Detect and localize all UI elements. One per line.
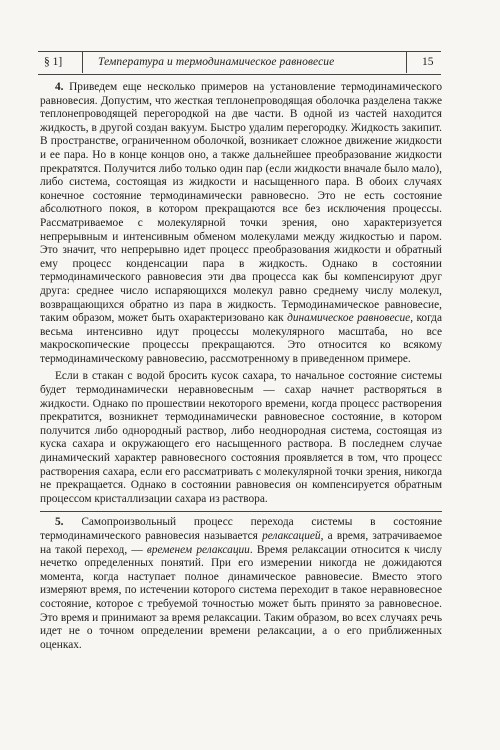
paragraph-4 bbox=[40, 81, 442, 366]
header-divider bbox=[406, 51, 407, 73]
section-marker: § 1] bbox=[44, 56, 63, 68]
paragraph-sugar-example: Если в стакан с водой бросить кусок сахара, то начальное состояние системы будет термодинамически неравновесным — сахар начнет растворяться в жидкости. Однако по прошествии некоторого времени, когда процесс растворения прекратится, возникнет термодинамически равновесное состояние, в котором получится либо однородный раствор, либо неоднородная система, состоящая из куска сахара и окружающего его насыщенного раствора. В последнем случае динамический характер равновесного состояния проявляется в том, что процесс растворения сахара, если его рассматривать с молекулярной точки зрения, никогда не прекращается. Однако в состоянии равновесия он компенсируется обратным процессом кристаллизации сахара из раствора. bbox=[40, 370, 442, 505]
paragraph-text: Самопроизвольный процесс перехода системы в состояние термодинамического равновесия называется bbox=[40, 516, 442, 542]
section-divider bbox=[40, 511, 442, 512]
paragraph-text: . Время релаксации относится к числу нечетко определенных понятий. При его измерении никогда не дожидаются момента, когда наступает полное динамическое равновесие. Вместо этого измеряют время, по истечении которого система переходит в такое неравновесное состояние, которое с требуемой точностью может быть принято за равновесное. Это время и принимают за время релаксации. Таким образом, во всех случаях речь идет не о точном определении времени релаксации, а о его приближенных оценках. bbox=[40, 543, 442, 651]
paragraph-number: 5. bbox=[55, 516, 64, 529]
page-number: 15 bbox=[422, 56, 434, 68]
paragraph-number: 4. bbox=[55, 81, 64, 93]
paragraph-text: , а время, затрачиваемое на такой переход, — bbox=[40, 530, 442, 556]
page-body bbox=[40, 81, 442, 652]
emphasized-term: временем релаксации bbox=[146, 543, 250, 556]
emphasized-term: динамическое равновесие bbox=[287, 312, 411, 325]
chapter-title: Температура и термодинамическое равновесие bbox=[98, 56, 335, 68]
paragraph-text: , когда весьма интенсивно идут процессы молекулярного масштаба, но все макроскопические процессы прекращаются. Это относится ко всякому термодинамическому равновесию, рассмотренному в приведенном примере. bbox=[40, 312, 442, 365]
paragraph-5 bbox=[40, 516, 442, 652]
paragraph-text: Приведем еще несколько примеров на установление термодинамического равновесия. Допустим, что жесткая теплонепроводящая оболочка разделена также теплонепроводящей перегородкой на две части. В одной из частей находится жидкость, в другой создан вакуум. Быстро удалим перегородку. Жидкость закипит. В пространстве, ограниченном оболочкой, возникает сложное движение жидкости и ее пара. Но в конце концов оно, а также дальнейшее преобразование жидкости прекратятся. Получится либо только один пар (если жидкости вначале было мало), либо система, состоящая из жидкости и насыщенного пара. В обоих случаях конечное состояние термодинамически равновесно. Это не есть состояние абсолютного покоя, в котором прекращаются все без исключения процессы. Рассматриваемое с молекулярной точки зрения, оно характеризуется непрерывным и интенсивным обменом молекулами между жидкостью и паром. Это значит, что непрерывно идет процесс преобразования жидкости и обратный ему процесс конденсации пара в жидкость. Однако в состоянии термодинамического равновесия эти два процесса как бы компенсируют друг друга: среднее число испаряющихся молекул равно среднему числу молекул, возвращающихся обратно из пара в жидкость. Термодинамическое равновесие, таким образом, может быть охарактеризовано как bbox=[40, 81, 442, 325]
running-header bbox=[38, 51, 441, 75]
header-divider bbox=[82, 51, 83, 73]
emphasized-term: релаксацией bbox=[262, 530, 321, 542]
